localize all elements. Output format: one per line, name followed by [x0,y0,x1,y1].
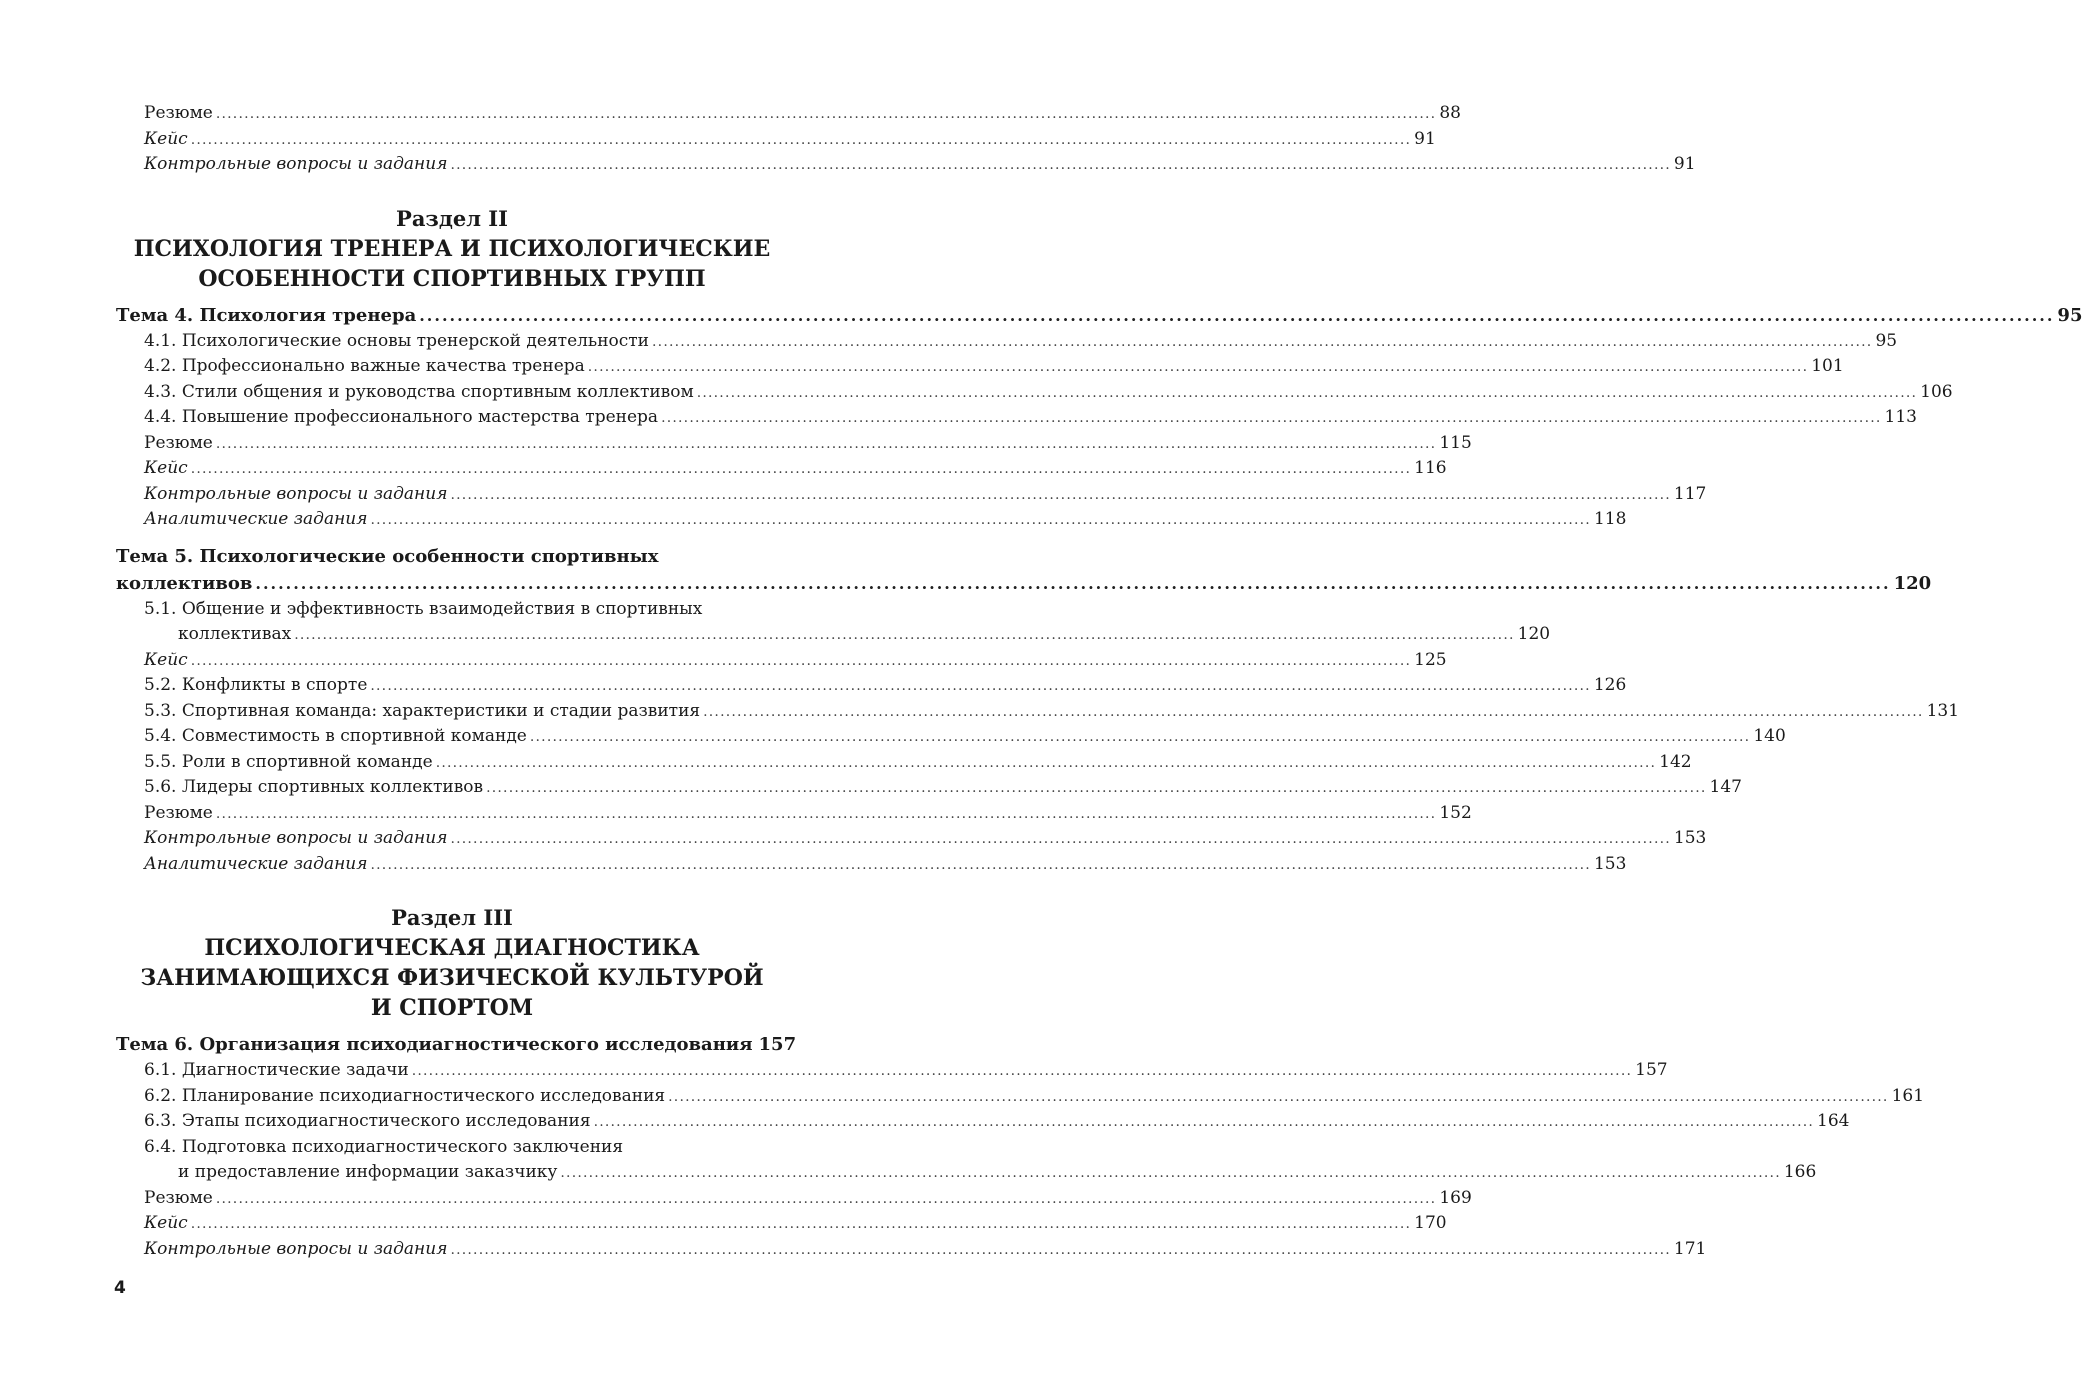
section-title: ОСОБЕННОСТИ СПОРТИВНЫХ ГРУПП [198,265,706,292]
toc-entry-page: 118 [1593,509,1627,529]
toc-entry-page: 91 [1414,128,1436,149]
section-title: ПСИХОЛОГИЯ ТРЕНЕРА И ПСИХОЛОГИЧЕСКИЕ [133,235,771,262]
dot-leader [191,457,1411,483]
toc-entry-page: 142 [1659,751,1692,772]
toc-entry-title: 5.5. Роли в спортивной команде [144,751,433,772]
section-title: ПСИХОЛОГИЧЕСКАЯ ДИАГНОСТИКА [204,935,700,961]
toc-entry-title: 4.4. Повышение профессионального мастерства тренера [144,407,659,427]
toc-entry-title: Аналитические задания [144,509,368,529]
toc-entry-page: 164 [1817,1111,1850,1131]
section-heading [116,204,788,294]
toc-entry[interactable] [116,380,1953,406]
toc-entry-title: Контрольные вопросы и задания [144,1238,448,1259]
dot-leader [436,751,1656,777]
topic-page: 157 [758,1034,797,1055]
toc-entry[interactable] [116,507,1627,533]
toc-entry-title: 5.6. Лидеры спортивных коллективов [144,777,484,797]
toc-entry-title: Кейс [144,128,188,149]
toc-entry[interactable] [116,456,1447,482]
toc-entry-page: 116 [1414,458,1447,478]
toc-entry[interactable] [116,750,1692,776]
toc-entry-title: 6.2. Планирование психодиагностического исследования [144,1085,666,1106]
toc-entry-title: 5.4. Совместимость в спортивной команде [144,726,527,746]
toc-entry-title: Резюме [144,432,213,453]
top-entries [116,101,1696,178]
toc-entry[interactable] [116,329,1898,355]
toc-entry-title: Кейс [144,458,188,478]
dot-leader [450,827,1670,853]
toc-entry[interactable] [116,1211,1447,1237]
toc-entry-title: Резюме [144,1187,213,1208]
toc-entry-page: 157 [1635,1060,1668,1080]
toc-entry-title-continued: коллективах [178,624,292,644]
dot-leader [371,508,1591,534]
toc-entry-page: 88 [1439,103,1461,123]
toc-entry-title: Аналитические задания [144,853,368,874]
section-label: Раздел II [396,205,508,231]
toc-entry-title[interactable]: 5.1. Общение и эффективность взаимодействия в спортивных [144,598,703,619]
topic-title: Тема 6. Организация психодиагностического исследования [116,1034,753,1055]
toc-entry-page: 95 [1875,330,1898,351]
topic-title: Тема 4. Психология тренера [116,304,417,326]
topic-heading[interactable] [116,302,2082,329]
toc-entry[interactable] [116,482,1707,508]
dot-leader [294,623,1514,649]
toc-entry[interactable] [116,1186,1472,1212]
toc-entry[interactable] [116,775,1742,801]
toc-entry[interactable] [116,801,1472,827]
toc-entry[interactable] [116,1160,1817,1186]
toc-entry-page: 147 [1709,777,1742,797]
dot-leader [191,128,1411,154]
toc-entry-page: 140 [1753,726,1786,746]
toc-entry-title: Резюме [144,802,213,823]
dot-leader [560,1161,1780,1187]
toc-entry-title: 6.3. Этапы психодиагностического исследования [144,1111,591,1131]
dot-leader [486,776,1706,802]
toc-entry-page: 91 [1673,154,1696,174]
dot-leader [191,1212,1411,1238]
dot-leader [594,1110,1814,1136]
toc-entry[interactable] [116,101,1461,127]
toc-entry[interactable] [116,622,1551,648]
dot-leader [370,674,1590,700]
dot-leader [216,1187,1436,1213]
toc-entry-page: 161 [1891,1085,1925,1106]
section-heading [116,903,788,1023]
toc-entry-page: 101 [1811,356,1844,376]
toc-entry[interactable] [116,699,1960,725]
toc-entry-title: 5.3. Спортивная команда: характеристики и стадии развития [144,700,701,721]
toc-entry-title: Резюме [144,103,213,123]
toc-entry[interactable] [116,826,1707,852]
toc-entry-page: 131 [1926,700,1960,721]
toc-entry[interactable] [116,648,1447,674]
table-of-contents [116,101,2082,1262]
section-title: ЗАНИМАЮЩИХСЯ ФИЗИЧЕСКОЙ КУЛЬТУРОЙ [140,965,764,991]
toc-entry-title: Кейс [144,1213,188,1233]
topic-heading[interactable] [116,1031,797,1058]
toc-entry-title: 5.2. Конфликты в спорте [144,675,368,695]
toc-entry[interactable] [116,1109,1850,1135]
toc-entry-title: 6.1. Диагностические задачи [144,1060,409,1080]
toc-entry[interactable] [116,431,1472,457]
topic-page: 120 [1893,572,1932,594]
dot-leader [668,1085,1888,1111]
toc-entry-page: 113 [1884,407,1917,427]
toc-entry-page: 152 [1439,802,1472,823]
section-title: И СПОРТОМ [370,995,534,1021]
toc-entry[interactable] [116,1237,1707,1263]
toc-entry-title: 4.1. Психологические основы тренерской деятельности [144,330,650,351]
toc-entry[interactable] [116,127,1436,153]
topic-title-continued: коллективов [116,572,253,594]
dot-leader [450,153,1670,179]
toc-entry-page: 171 [1673,1238,1707,1259]
toc-entry[interactable] [116,724,1786,750]
dot-leader [371,853,1591,879]
toc-entry-page: 153 [1673,828,1707,848]
toc-entry-title: Контрольные вопросы и задания [144,828,448,848]
dot-leader [419,302,2054,329]
toc-entry[interactable] [116,1058,1668,1084]
dot-leader [703,700,1923,726]
toc-entry-page: 169 [1439,1187,1472,1208]
toc-entry-title: Кейс [144,649,188,670]
toc-entry[interactable] [116,354,1844,380]
dot-leader [450,483,1670,509]
toc-entry[interactable] [116,405,1917,431]
dot-leader [661,406,1881,432]
toc-entry-page: 153 [1593,853,1627,874]
toc-entry-page: 125 [1414,649,1447,670]
toc-entry-page: 170 [1414,1213,1447,1233]
toc-entry[interactable] [116,152,1696,178]
dot-leader [412,1059,1632,1085]
toc-entry-title: 4.3. Стили общения и руководства спортивным коллективом [144,381,694,402]
toc-entry-page: 117 [1673,483,1707,504]
toc-entry-page: 115 [1439,432,1472,453]
dot-leader [216,102,1436,128]
toc-entry-page: 126 [1593,675,1627,695]
toc-entry-title: Контрольные вопросы и задания [144,154,448,174]
toc-entry-title-continued: и предоставление информации заказчику [178,1162,558,1182]
dot-leader [450,1238,1670,1264]
dot-leader [255,570,1890,597]
toc-entry[interactable] [116,852,1627,878]
topic-title[interactable]: Тема 5. Психологические особенности спортивных [116,545,659,567]
toc-entry[interactable] [116,1084,1925,1110]
topic-page: 95 [2057,304,2082,326]
toc-entry-title: 4.2. Профессионально важные качества тренера [144,356,585,376]
topic-heading[interactable] [116,570,1932,597]
toc-entry-page: 120 [1517,624,1551,644]
toc-entry-title[interactable]: 6.4. Подготовка психодиагностического заключения [144,1136,624,1157]
page-number: 4 [114,1278,126,1298]
dot-leader [588,355,1808,381]
dot-leader [216,802,1436,828]
dot-leader [191,649,1411,675]
toc-entry-title: Контрольные вопросы и задания [144,483,448,504]
section-label: Раздел III [391,905,513,930]
dot-leader [530,725,1750,751]
dot-leader [216,432,1436,458]
toc-entry[interactable] [116,673,1627,699]
toc-entry-page: 166 [1783,1162,1817,1182]
toc-entry-page: 106 [1920,381,1953,402]
dot-leader [652,330,1872,356]
dot-leader [697,381,1917,407]
